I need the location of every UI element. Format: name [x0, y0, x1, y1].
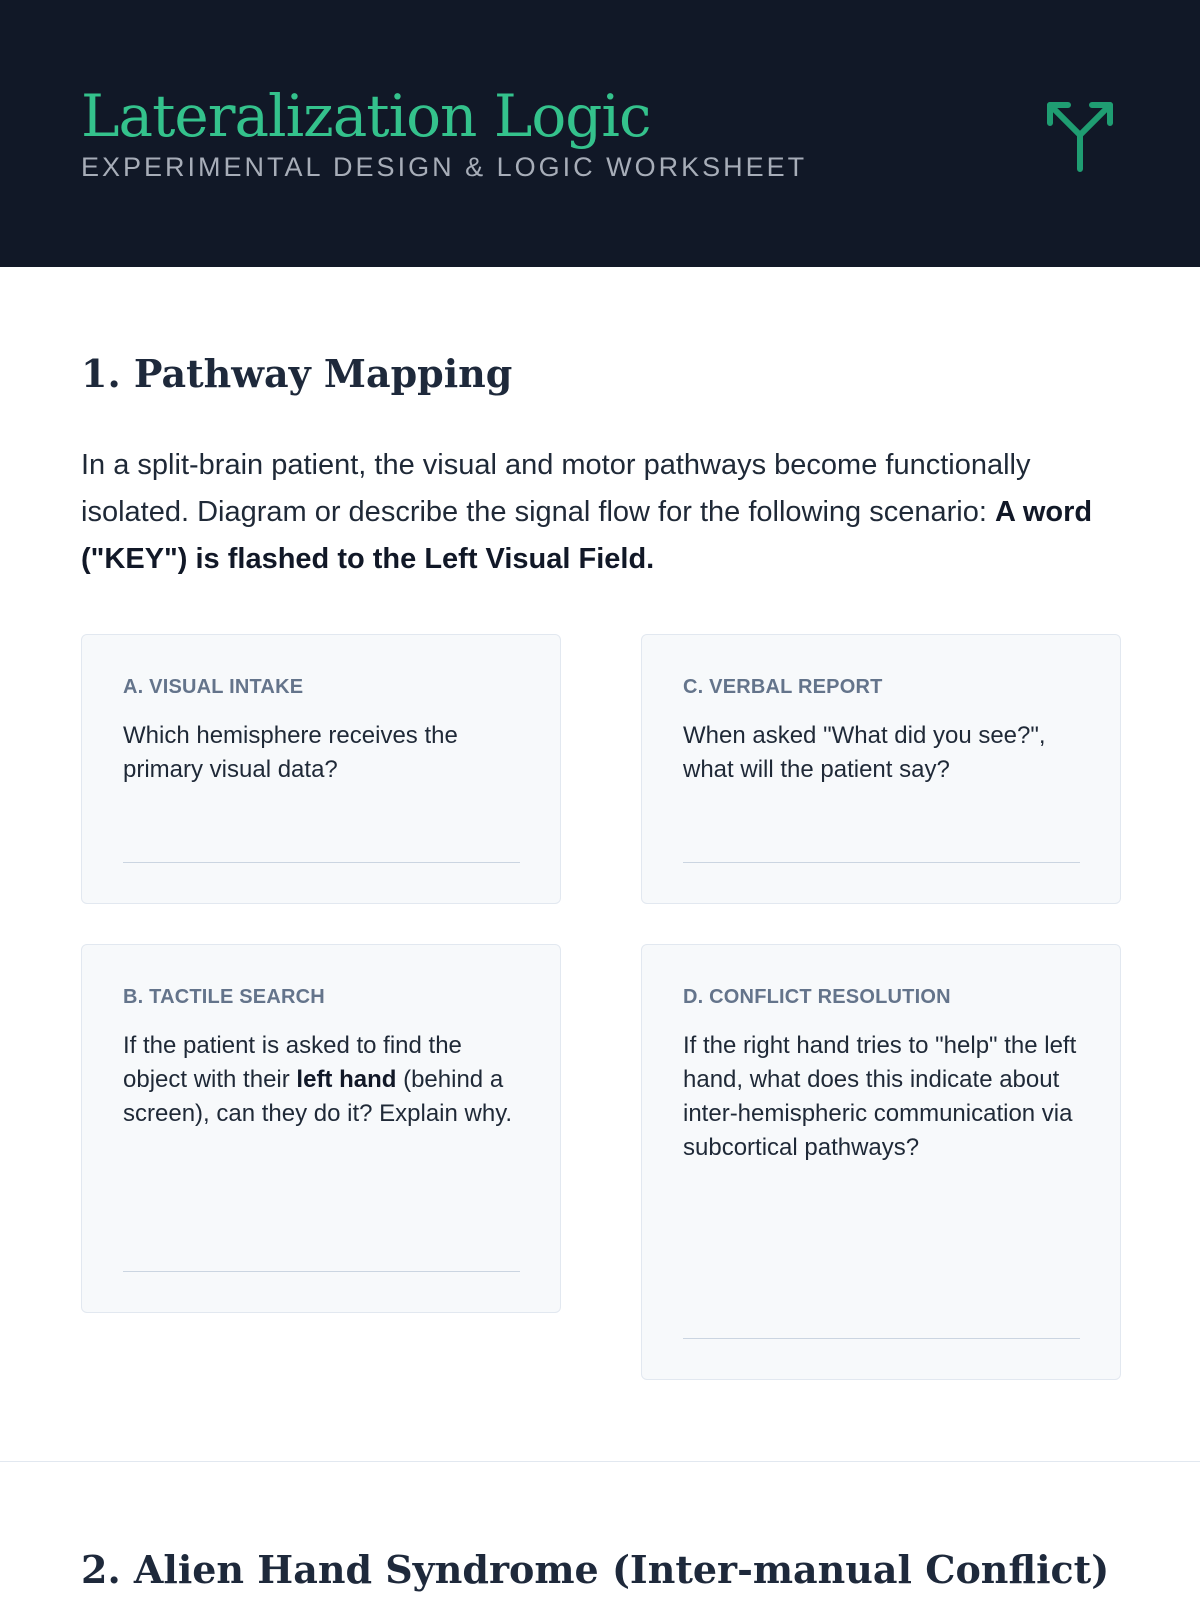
page-title: Lateralization Logic	[81, 82, 651, 150]
card-question-emphasis: left hand	[296, 1066, 397, 1093]
intro-emphasis: A word ("KEY") is flashed to the Left Visual Field.	[81, 496, 1093, 575]
section-1-title: 1. Pathway Mapping	[81, 351, 513, 396]
question-card-conflict-resolution	[641, 944, 1121, 1380]
card-question: If the right hand tries to "help" the left hand, what does this indicate about inter-hemispheric communication via subcortical pathways?	[683, 1032, 1077, 1161]
card-question-part: If the patient is asked to find the object with their	[123, 1032, 462, 1093]
intro-text: In a split-brain patient, the visual and motor pathways become functionally isolated. Diagram or describe the signal flow for the following scenario:	[81, 449, 1031, 528]
section-1-intro	[81, 442, 1121, 583]
card-label: D. CONFLICT RESOLUTION	[683, 986, 951, 1008]
answer-line[interactable]	[123, 862, 520, 863]
card-label: C. VERBAL REPORT	[683, 676, 883, 698]
answer-line[interactable]	[683, 1338, 1080, 1339]
card-question-part: (behind a screen), can they do it? Explain why.	[123, 1066, 513, 1127]
card-question	[123, 1029, 520, 1131]
section-divider	[0, 1461, 1200, 1462]
question-card-tactile-search	[81, 944, 561, 1313]
answer-line[interactable]	[123, 1271, 520, 1272]
section-2-title: 2. Alien Hand Syndrome (Inter-manual Conflict)	[81, 1547, 1110, 1592]
card-label: B. TACTILE SEARCH	[123, 986, 325, 1008]
card-question: Which hemisphere receives the primary visual data?	[123, 722, 458, 783]
card-question: When asked "What did you see?", what will the patient say?	[683, 722, 1046, 783]
answer-line[interactable]	[683, 862, 1080, 863]
page-subtitle: EXPERIMENTAL DESIGN & LOGIC WORKSHEET	[81, 152, 808, 182]
question-card-visual-intake	[81, 634, 561, 904]
question-card-verbal-report	[641, 634, 1121, 904]
card-label: A. VISUAL INTAKE	[123, 676, 304, 698]
page-header	[0, 0, 1200, 267]
split-arrow-icon	[1042, 95, 1118, 175]
